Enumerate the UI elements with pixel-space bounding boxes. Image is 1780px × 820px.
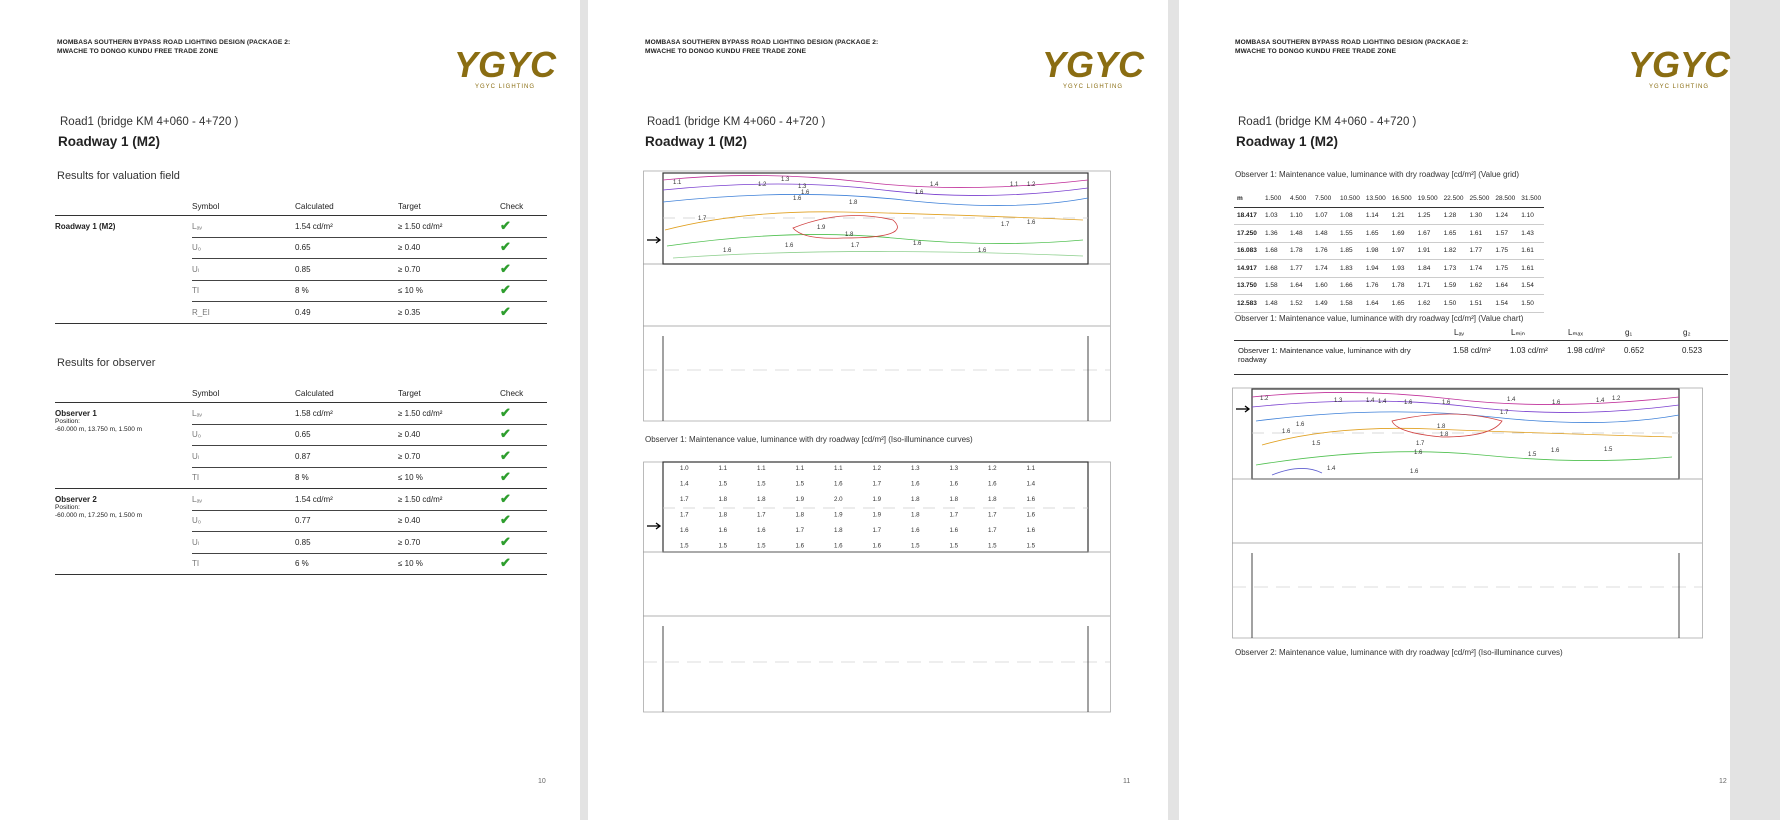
value-grid-table: m 1.500 4.500 7.500 10.500 13.500 16.500 19.500 22.500 25.500 28.500 31.500 18.417 1.03 1.10 1.07 1.08 1.14 1.21 1.25 1.28 1.30 1.24 1.10 17.250 1.36 1.48 1.48 1.55 1.65 1.69 1.67 1.65 1.61 1.57 1.43 16.083 1.68 1.78 1.76 1.85 1.98 1.97 1.91 1.82 1.77 1.75 1.61 14.917 1.68 1.77 1.74 1.83 1.94 1.93 1.84 1.73 1.74 1.75 1.61 13.750 1.58 1.64 1.60 1.66 1.76 1.78 1.71 1.59 1.62 1.64 1.54 12.583 1.48 1.52 1.49 1.58 1.64 1.65 1.62 1.50 1.51 1.54 1.50 xyxy=(1234,190,1544,313)
svg-text:YGYC LIGHTING: YGYC LIGHTING xyxy=(1062,84,1124,90)
svg-text:1.7: 1.7 xyxy=(1500,410,1509,416)
grid-value: 1.6 xyxy=(1026,527,1036,534)
roadway-title: Roadway 1 (M2) xyxy=(58,134,161,149)
grid-value: 1.0 xyxy=(680,465,689,472)
table-row: 16.083 1.68 1.78 1.76 1.85 1.98 1.97 1.91 1.82 1.77 1.75 1.61 xyxy=(1234,242,1544,260)
svg-text:YGYC: YGYC xyxy=(1041,44,1145,85)
iso-labels xyxy=(1260,396,1621,475)
table-row: 18.417 1.03 1.10 1.07 1.08 1.14 1.21 1.25 1.28 1.30 1.24 1.10 xyxy=(1234,207,1544,225)
grid-value: 1.6 xyxy=(911,480,920,488)
svg-text:1.2: 1.2 xyxy=(758,182,767,188)
table-row: 13.750 1.58 1.64 1.60 1.66 1.76 1.78 1.71 1.59 1.62 1.64 1.54 xyxy=(1234,277,1544,295)
observer-1-info: Observer 1 Position: -60.000 m, 13.750 m, 1.500 m xyxy=(55,403,192,489)
svg-text:1.2: 1.2 xyxy=(1612,396,1621,402)
iso-curve-diagram-observer1 xyxy=(643,168,1133,423)
grid-value: 1.6 xyxy=(872,542,882,550)
grid-value: 1.8 xyxy=(834,527,843,534)
grid-value: 1.1 xyxy=(757,465,766,472)
grid-value: 1.5 xyxy=(1026,542,1036,550)
svg-text:1.6: 1.6 xyxy=(723,248,732,254)
svg-text:1.5: 1.5 xyxy=(1312,441,1321,447)
svg-text:1.2: 1.2 xyxy=(1027,182,1036,188)
grid-value: 1.7 xyxy=(680,511,689,519)
svg-text:1.1: 1.1 xyxy=(1010,182,1019,188)
svg-text:1.1: 1.1 xyxy=(673,180,682,186)
grid-value: 1.3 xyxy=(911,465,920,472)
iso-curve-diagram-value-chart xyxy=(1232,385,1727,640)
ygyc-logo xyxy=(1041,44,1145,90)
grid-value: 1.9 xyxy=(834,511,843,519)
grid-value: 1.1 xyxy=(795,465,805,472)
grid-value: 1.8 xyxy=(911,496,920,503)
svg-text:1.5: 1.5 xyxy=(1528,452,1537,458)
table-row: 17.250 1.36 1.48 1.48 1.55 1.65 1.69 1.67 1.65 1.61 1.57 1.43 xyxy=(1234,225,1544,243)
svg-text:1.5: 1.5 xyxy=(1604,447,1613,453)
svg-text:1.7: 1.7 xyxy=(1001,222,1010,228)
grid-value: 1.3 xyxy=(949,465,959,472)
grid-value: 1.1 xyxy=(1026,465,1036,472)
grid-value: 1.7 xyxy=(872,527,882,534)
grid-value: 1.5 xyxy=(949,542,959,550)
observer-2-info: Observer 2 Position: -60.000 m, 17.250 m, 1.500 m xyxy=(55,489,192,575)
svg-text:1.6: 1.6 xyxy=(793,196,802,202)
section-valuation-field: Results for valuation field xyxy=(57,170,180,182)
check-icon: ✔ xyxy=(500,404,511,420)
grid-value: 1.2 xyxy=(988,465,997,472)
check-icon: ✔ xyxy=(500,303,511,319)
grid-value: 1.7 xyxy=(988,527,997,534)
svg-text:1.4: 1.4 xyxy=(1366,398,1375,404)
svg-text:1.6: 1.6 xyxy=(1442,400,1451,406)
grid-value: 1.6 xyxy=(911,527,920,534)
svg-text:1.6: 1.6 xyxy=(1551,448,1560,454)
grid-value: 1.7 xyxy=(872,480,882,488)
grid-value: 1.8 xyxy=(718,511,728,519)
grid-value: 1.6 xyxy=(1026,496,1036,503)
svg-text:1.6: 1.6 xyxy=(1414,450,1423,456)
grid-value: 1.4 xyxy=(1026,480,1036,488)
grid-value: 1.9 xyxy=(872,496,882,503)
svg-text:1.4: 1.4 xyxy=(1507,397,1516,403)
svg-text:1.6: 1.6 xyxy=(978,248,987,254)
svg-text:1.2: 1.2 xyxy=(1260,396,1269,402)
svg-text:1.7: 1.7 xyxy=(851,243,860,249)
ygyc-logo xyxy=(1627,44,1731,90)
svg-text:1.8: 1.8 xyxy=(849,200,858,206)
svg-text:1.4: 1.4 xyxy=(1596,398,1605,404)
iso-curve-caption: Observer 1: Maintenance value, luminance with dry roadway [cd/m²] (Iso-illuminance curves) xyxy=(645,435,973,444)
grid-value: 1.6 xyxy=(757,527,766,534)
value-grid-diagram-observer1 xyxy=(643,458,1133,714)
grid-value: 1.6 xyxy=(988,480,997,488)
table-row: 14.917 1.68 1.77 1.74 1.83 1.94 1.93 1.84 1.73 1.74 1.75 1.61 xyxy=(1234,260,1544,278)
page-number: 12 xyxy=(1719,778,1727,785)
svg-text:1.4: 1.4 xyxy=(1378,399,1387,405)
grid-value: 1.2 xyxy=(872,465,882,472)
report-page-12 xyxy=(1179,0,1730,820)
table-row: Observer 1: Maintenance value, luminance with dry roadway 1.58 cd/m² 1.03 cd/m² 1.98 cd/m² 0.652 0.523 xyxy=(1234,341,1728,375)
check-icon: ✔ xyxy=(500,447,511,463)
grid-value: 1.5 xyxy=(757,542,766,550)
project-header: MOMBASA SOUTHERN BYPASS ROAD LIGHTING DESIGN (PACKAGE 2: MWACHE TO DONGO KUNDU FREE TRADE ZONE xyxy=(1235,39,1469,55)
report-page-10 xyxy=(0,0,580,820)
svg-text:1.6: 1.6 xyxy=(1552,400,1561,406)
grid-value: 2.0 xyxy=(834,496,843,503)
value-grid-labels xyxy=(680,465,1036,550)
svg-text:1.8: 1.8 xyxy=(845,232,854,238)
grid-value: 1.9 xyxy=(795,496,805,503)
valuation-field-table: Symbol Calculated Target Check Roadway 1 (M2) Lₐᵥ 1.54 cd/m² ≥ 1.50 cd/m² ✔ U₀ 0.65 ≥ 0.40 ✔ Uₗ 0.85 ≥ 0.70 ✔ TI 8 % ≤ 10 % ✔ R_EI 0.49 ≥ 0.35 ✔ xyxy=(55,202,547,324)
svg-text:1.6: 1.6 xyxy=(1404,400,1413,406)
check-icon: ✔ xyxy=(500,426,511,442)
svg-text:YGYC LIGHTING: YGYC LIGHTING xyxy=(1648,84,1710,90)
svg-text:1.6: 1.6 xyxy=(785,243,794,249)
svg-text:YGYC: YGYC xyxy=(453,44,557,85)
svg-text:1.8: 1.8 xyxy=(1440,432,1449,438)
roadway-title: Roadway 1 (M2) xyxy=(645,134,748,149)
grid-value: 1.5 xyxy=(911,542,920,550)
grid-value: 1.7 xyxy=(757,511,766,519)
grid-value: 1.7 xyxy=(988,511,997,519)
value-grid-caption: Observer 1: Maintenance value, luminance with dry roadway [cd/m²] (Value grid) xyxy=(1235,170,1519,179)
svg-text:1.9: 1.9 xyxy=(817,225,826,231)
svg-text:YGYC: YGYC xyxy=(1627,44,1731,85)
svg-text:YGYC LIGHTING: YGYC LIGHTING xyxy=(474,84,536,90)
check-icon: ✔ xyxy=(500,217,511,233)
grid-value: 1.7 xyxy=(795,527,805,534)
grid-value: 1.8 xyxy=(718,496,728,503)
value-chart-caption: Observer 1: Maintenance value, luminance with dry roadway [cd/m²] (Value chart) xyxy=(1235,314,1524,323)
grid-value: 1.6 xyxy=(795,542,805,550)
section-observer: Results for observer xyxy=(57,357,156,369)
observer-table: Symbol Calculated Target Check Observer 1 Position: -60.000 m, 13.750 m, 1.500 m Lₐᵥ 1.58 cd/m² ≥ 1.50 cd/m² ✔ U₀ 0.65 ≥ 0.40 ✔ Uₗ 0.87 ≥ 0.70 ✔ TI 8 % ≤ 10 % ✔ Observer 2 Position: -60.000 m, 17.250 m, 1.500 m Lₐᵥ 1.54 cd/m² ≥ 1.50 cd/m² ✔ U₀ 0.77 ≥ 0.40 ✔ Uₗ 0.85 ≥ 0.70 ✔ TI 6 % ≤ 10 % ✔ xyxy=(55,389,547,575)
grid-value: 1.8 xyxy=(949,496,959,503)
svg-text:1.8: 1.8 xyxy=(1437,424,1446,430)
check-icon: ✔ xyxy=(500,490,511,506)
check-icon: ✔ xyxy=(500,533,511,549)
grid-value: 1.6 xyxy=(834,480,843,488)
grid-value: 1.6 xyxy=(834,542,843,550)
grid-value: 1.8 xyxy=(757,496,766,503)
grid-value: 1.4 xyxy=(680,480,689,488)
svg-text:1.6: 1.6 xyxy=(1027,220,1036,226)
road-title: Road1 (bridge KM 4+060 - 4+720 ) xyxy=(1238,116,1417,128)
grid-value: 1.5 xyxy=(757,480,766,488)
grid-value: 1.6 xyxy=(949,527,959,534)
grid-value: 1.7 xyxy=(949,511,959,519)
grid-value: 1.9 xyxy=(872,511,882,519)
grid-value: 1.7 xyxy=(680,496,689,503)
grid-value: 1.6 xyxy=(718,527,728,534)
check-icon: ✔ xyxy=(500,260,511,276)
grid-value: 1.5 xyxy=(718,542,728,550)
grid-value: 1.5 xyxy=(718,480,728,488)
table-row: 12.583 1.48 1.52 1.49 1.58 1.64 1.65 1.62 1.50 1.51 1.54 1.50 xyxy=(1234,295,1544,313)
check-icon: ✔ xyxy=(500,555,511,571)
road-title: Road1 (bridge KM 4+060 - 4+720 ) xyxy=(647,116,826,128)
grid-value: 1.6 xyxy=(680,527,689,534)
grid-value: 1.5 xyxy=(988,542,997,550)
check-icon: ✔ xyxy=(500,239,511,255)
grid-value: 1.6 xyxy=(949,480,959,488)
svg-text:1.6: 1.6 xyxy=(1282,429,1291,435)
svg-text:1.3: 1.3 xyxy=(781,177,790,183)
svg-text:1.7: 1.7 xyxy=(1416,441,1425,447)
check-icon: ✔ xyxy=(500,282,511,298)
roadway-title: Roadway 1 (M2) xyxy=(1236,134,1339,149)
grid-value: 1.8 xyxy=(988,496,997,503)
grid-value: 1.8 xyxy=(795,511,805,519)
page-number: 10 xyxy=(538,778,546,785)
svg-text:1.6: 1.6 xyxy=(913,241,922,247)
svg-text:1.7: 1.7 xyxy=(698,216,707,222)
svg-text:1.6: 1.6 xyxy=(915,190,924,196)
grid-value: 1.5 xyxy=(795,480,805,488)
ygyc-logo xyxy=(453,44,557,90)
luminance-summary-table: Lₐᵥ Lₘᵢₙ Lₘₐₓ g₁ g₂ Observer 1: Maintenance value, luminance with dry roadway 1.58 cd/m² 1.03 cd/m² 1.98 cd/m² 0.652 0.523 xyxy=(1234,327,1728,375)
field-name: Roadway 1 (M2) xyxy=(55,216,192,324)
svg-text:1.3: 1.3 xyxy=(798,184,807,190)
road-title: Road1 (bridge KM 4+060 - 4+720 ) xyxy=(60,116,239,128)
grid-value: 1.6 xyxy=(1026,511,1036,519)
page-number: 11 xyxy=(1123,778,1131,785)
grid-value: 1.8 xyxy=(911,511,920,519)
grid-value: 1.5 xyxy=(680,542,689,550)
grid-value: 1.1 xyxy=(718,465,728,472)
check-icon: ✔ xyxy=(500,469,511,485)
project-header: MOMBASA SOUTHERN BYPASS ROAD LIGHTING DESIGN (PACKAGE 2: MWACHE TO DONGO KUNDU FREE TRADE ZONE xyxy=(57,39,291,55)
svg-text:1.6: 1.6 xyxy=(1410,469,1419,475)
svg-text:1.4: 1.4 xyxy=(930,182,939,188)
project-header: MOMBASA SOUTHERN BYPASS ROAD LIGHTING DESIGN (PACKAGE 2: MWACHE TO DONGO KUNDU FREE TRADE ZONE xyxy=(645,39,879,55)
svg-text:1.3: 1.3 xyxy=(1334,398,1343,404)
svg-text:1.6: 1.6 xyxy=(1296,422,1305,428)
grid-value: 1.1 xyxy=(834,465,843,472)
svg-text:1.4: 1.4 xyxy=(1327,466,1336,472)
observer2-caption: Observer 2: Maintenance value, luminance with dry roadway [cd/m²] (Iso-illuminance curves) xyxy=(1235,648,1563,657)
check-icon: ✔ xyxy=(500,512,511,528)
report-page-11 xyxy=(588,0,1168,820)
svg-text:1.6: 1.6 xyxy=(801,190,810,196)
